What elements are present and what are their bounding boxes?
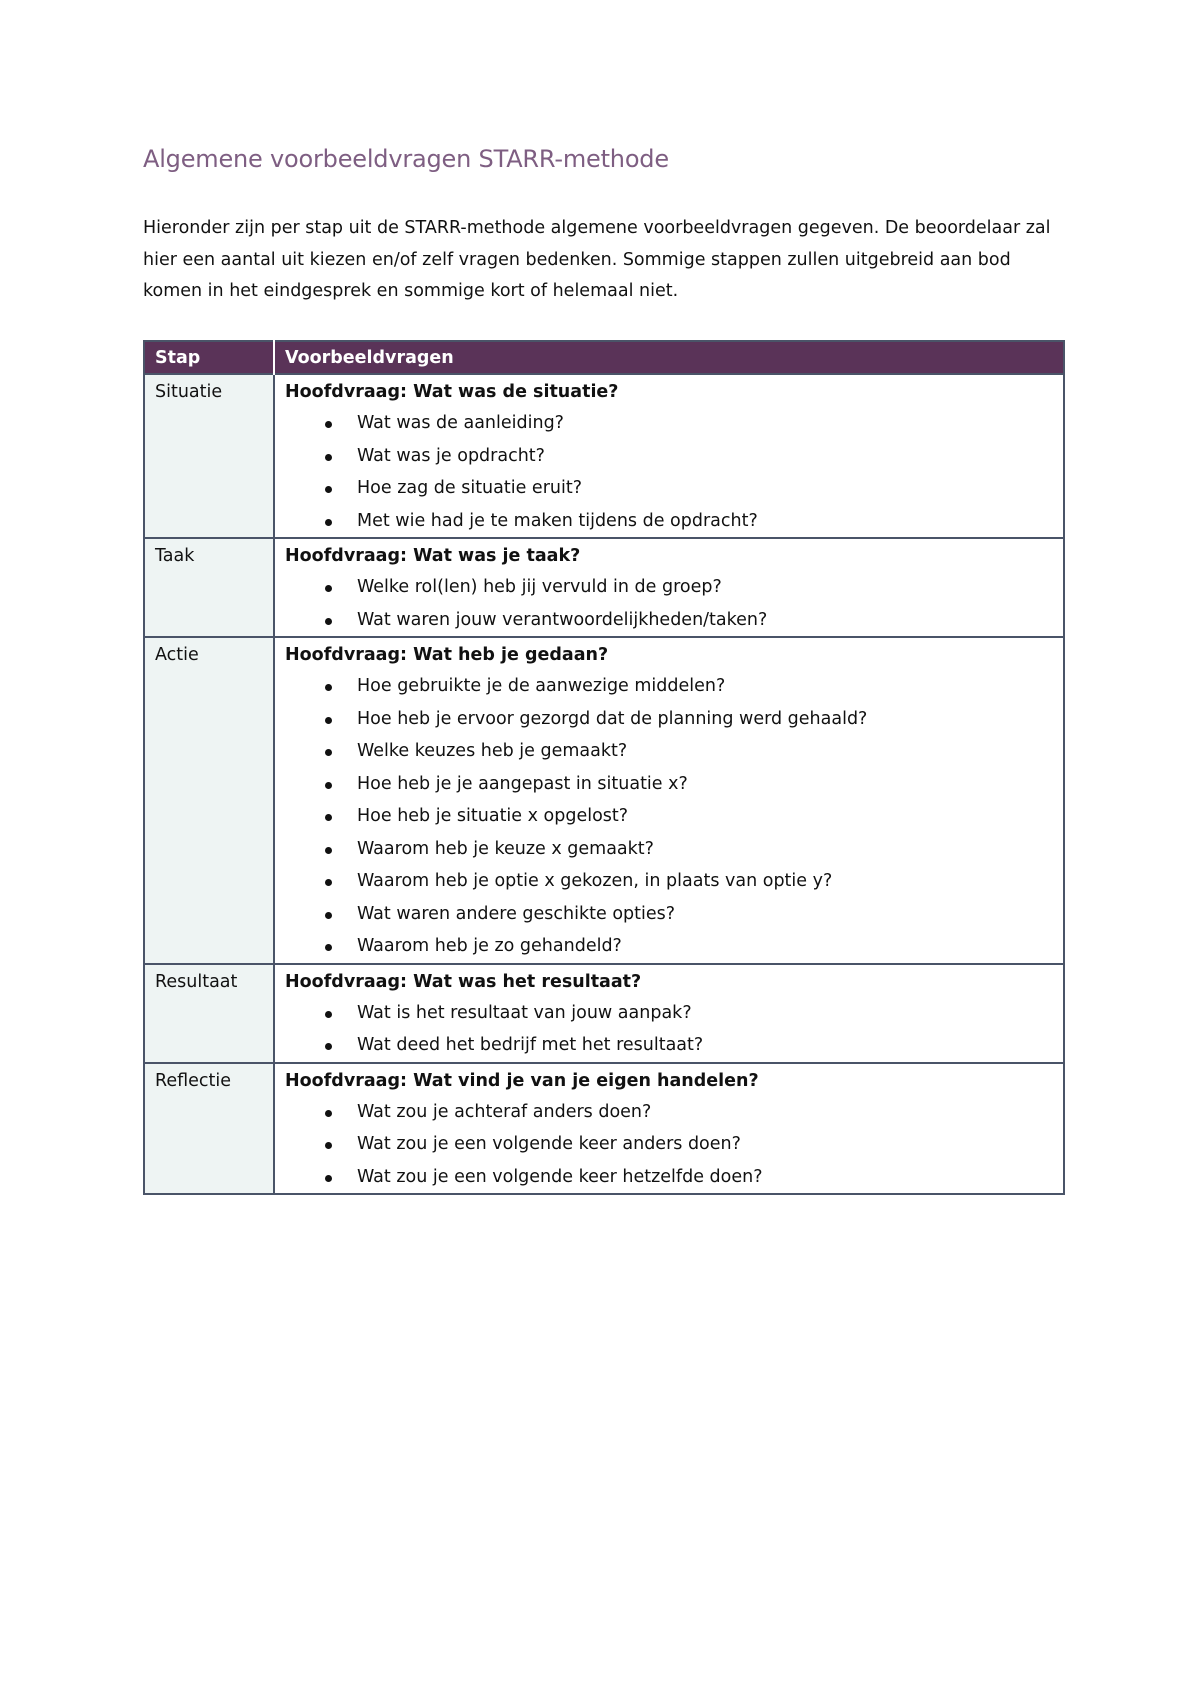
question-text: Wat waren andere geschikte opties? [357, 903, 676, 924]
bullet-icon [325, 1011, 332, 1018]
bullet-icon [325, 912, 332, 919]
question-text: Wat zou je een volgende keer anders doen? [357, 1134, 741, 1154]
table-body [144, 374, 1064, 1194]
hoofdvraag: Hoofdvraag: Wat vind je van je eigen handelen? [285, 1070, 759, 1091]
list-item [285, 800, 1053, 833]
question-text: Waarom heb je zo gehandeld? [357, 936, 622, 956]
question-text: Wat zou je een volgende keer hetzelfde doen? [357, 1166, 763, 1187]
list-item [285, 833, 1053, 866]
question-text: Wat is het resultaat van jouw aanpak? [357, 1002, 692, 1023]
table-row [144, 964, 1064, 1063]
voorbeeldvragen-cell [274, 964, 1064, 1063]
list-item [285, 735, 1053, 768]
question-list [285, 670, 1053, 963]
question-list [285, 407, 1053, 537]
voorbeeldvragen-cell [274, 637, 1064, 964]
list-item [285, 1161, 1053, 1194]
list-item [285, 440, 1053, 473]
hoofdvraag: Hoofdvraag: Wat was de situatie? [285, 382, 619, 402]
bullet-icon [325, 1110, 332, 1117]
table-header-row [144, 341, 1064, 374]
bullet-icon [325, 486, 332, 493]
table-row [144, 538, 1064, 637]
starr-table [143, 340, 1065, 1195]
bullet-icon [325, 454, 332, 461]
bullet-icon [325, 618, 332, 625]
bullet-icon [325, 585, 332, 592]
question-list [285, 571, 1053, 636]
list-item [285, 997, 1053, 1030]
question-text: Wat was je opdracht? [357, 445, 545, 466]
question-text: Waarom heb je optie x gekozen, in plaats van optie y? [357, 871, 833, 891]
table-row [144, 374, 1064, 538]
list-item [285, 898, 1053, 931]
voorbeeldvragen-cell [274, 538, 1064, 637]
question-text: Hoe heb je je aangepast in situatie x? [357, 773, 688, 794]
question-text: Hoe heb je situatie x opgelost? [357, 806, 629, 826]
question-text: Hoe gebruikte je de aanwezige middelen? [357, 676, 726, 696]
list-item [285, 703, 1053, 736]
bullet-icon [325, 519, 332, 526]
voorbeeldvragen-cell [274, 374, 1064, 538]
bullet-icon [325, 1043, 332, 1050]
bullet-icon [325, 684, 332, 691]
question-text: Hoe zag de situatie eruit? [357, 478, 582, 498]
question-text: Wat zou je achteraf anders doen? [357, 1101, 652, 1122]
stap-cell: Taak [144, 538, 274, 637]
table-row [144, 1063, 1064, 1195]
list-item [285, 604, 1053, 637]
stap-cell: Situatie [144, 374, 274, 538]
voorbeeldvragen-cell [274, 1063, 1064, 1195]
bullet-icon [325, 944, 332, 951]
list-item [285, 670, 1053, 703]
stap-cell: Resultaat [144, 964, 274, 1063]
list-item [285, 1029, 1053, 1062]
bullet-icon [325, 421, 332, 428]
question-text: Hoe heb je ervoor gezorgd dat de planning werd gehaald? [357, 708, 868, 729]
question-text: Waarom heb je keuze x gemaakt? [357, 838, 654, 859]
question-list [285, 1096, 1053, 1194]
list-item [285, 571, 1053, 604]
bullet-icon [325, 749, 332, 756]
bullet-icon [325, 879, 332, 886]
question-list [285, 997, 1053, 1062]
question-text: Met wie had je te maken tijdens de opdracht? [357, 510, 758, 531]
question-text: Welke rol(len) heb jij vervuld in de groep? [357, 577, 722, 597]
header-stap: Stap [144, 341, 274, 374]
question-text: Wat was de aanleiding? [357, 413, 564, 433]
bullet-icon [325, 847, 332, 854]
hoofdvraag: Hoofdvraag: Wat was het resultaat? [285, 971, 642, 992]
intro-paragraph: Hieronder zijn per stap uit de STARR-methode algemene voorbeeldvragen gegeven. De beoordelaar zal hier een aantal uit kiezen en/of zelf vragen bedenken. Sommige stappen zullen uitgebreid aan bod komen in het eindgesprek en sommige kort of helemaal niet. [143, 218, 1051, 301]
hoofdvraag: Hoofdvraag: Wat heb je gedaan? [285, 645, 609, 665]
bullet-icon [325, 1142, 332, 1149]
document-title: Algemene voorbeeldvragen STARR-methode [143, 145, 669, 173]
stap-cell: Actie [144, 637, 274, 964]
bullet-icon [325, 717, 332, 724]
stap-cell: Reflectie [144, 1063, 274, 1195]
list-item [285, 472, 1053, 505]
question-text: Welke keuzes heb je gemaakt? [357, 741, 628, 761]
list-item [285, 768, 1053, 801]
list-item [285, 865, 1053, 898]
bullet-icon [325, 782, 332, 789]
question-text: Wat waren jouw verantwoordelijkheden/taken? [357, 609, 768, 630]
list-item [285, 930, 1053, 963]
list-item [285, 407, 1053, 440]
header-voorbeeldvragen: Voorbeeldvragen [274, 341, 1064, 374]
bullet-icon [325, 1175, 332, 1182]
table-row [144, 637, 1064, 964]
list-item [285, 1096, 1053, 1129]
bullet-icon [325, 814, 332, 821]
list-item [285, 505, 1053, 538]
question-text: Wat deed het bedrijf met het resultaat? [357, 1035, 704, 1055]
list-item [285, 1128, 1053, 1161]
hoofdvraag: Hoofdvraag: Wat was je taak? [285, 546, 581, 566]
